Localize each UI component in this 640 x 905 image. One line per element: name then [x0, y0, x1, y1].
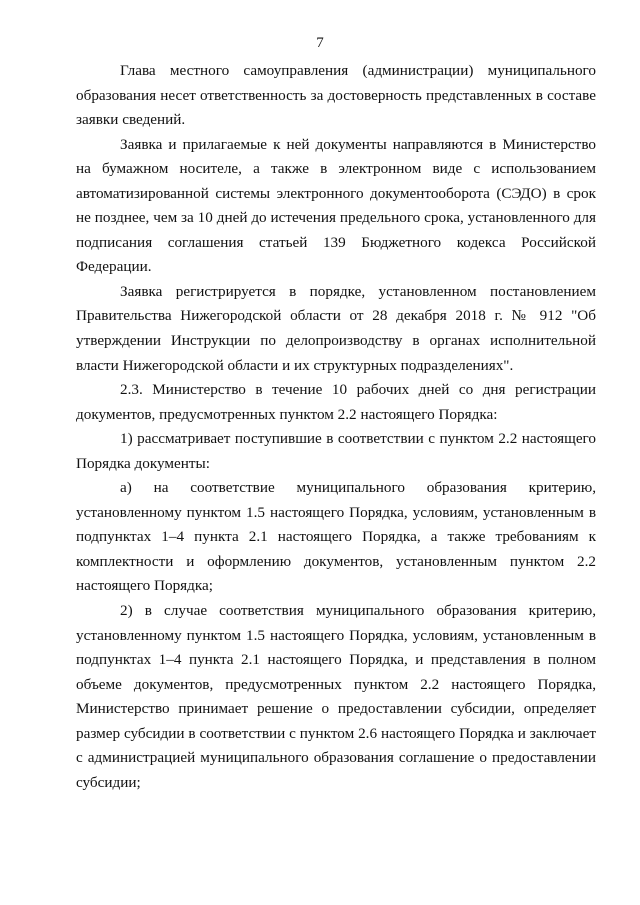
paragraph-submission: Заявка и прилагаемые к ней документы направляются в Министерство на бумажном носителе, а также в электронном виде с использованием автоматизированной системы электронного документооборота (СЭДО) в срок не позднее, чем за 10 дней до истечения предельного срока, установленного для подписания соглашения статьей 139 Бюджетного кодекса Российской Федерации. — [76, 135, 596, 276]
paragraph-subitem-a: а) на соответствие муниципального образования критерию, установленному пунктом 1.5 настоящего Порядка, условиям, установленным в подпунктах 1–4 пункта 2.1 настоящего Порядка, а также требованиям к комплектности и оформлению документов, установленным пунктом 2.2 настоящего Порядка; — [76, 479, 596, 595]
paragraph-clause-2-3: 2.3. Министерство в течение 10 рабочих дней со дня регистрации документов, предусмотренных пунктом 2.2 настоящего Порядка: — [76, 381, 596, 423]
paragraph-registration: Заявка регистрируется в порядке, установленном постановлением Правительства Нижегородской области от 28 декабря 2018 г. № 912 "Об утверждении Инструкции по делопроизводству в органах исполнительной власти Нижегородской области и их структурных подразделениях". — [76, 282, 596, 374]
document-body — [76, 59, 596, 795]
paragraph-responsibility: Глава местного самоуправления (администрации) муниципального образования несет ответственность за достоверность представленных в составе заявки сведений. — [76, 62, 596, 129]
paragraph-item-2: 2) в случае соответствия муниципального образования критерию, установленному пунктом 1.5 настоящего Порядка, условиям, установленным в подпунктах 1–4 пункта 2.1 настоящего Порядка, и представления в полном объеме документов, предусмотренных пунктом 2.2 настоящего Порядка, Министерство принимает решение о предоставлении субсидии, определяет размер субсидии в соответствии с пунктом 2.6 настоящего Порядка и заключает с администрацией муниципального образования соглашение о предоставлении субсидии; — [76, 602, 596, 791]
page-number: 7 — [316, 35, 324, 51]
paragraph-item-1: 1) рассматривает поступившие в соответствии с пунктом 2.2 настоящего Порядка документы: — [76, 430, 596, 472]
